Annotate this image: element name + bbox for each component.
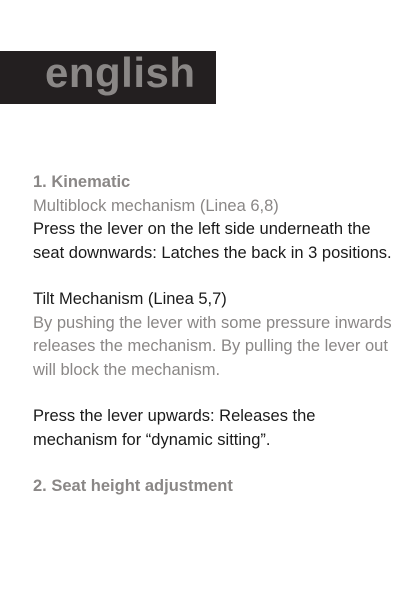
spacer xyxy=(33,382,393,405)
section-heading-kinematic: 1. Kinematic xyxy=(33,173,131,191)
manual-content xyxy=(33,171,393,499)
section-heading-tilt: Tilt Mechanism (Linea 5,7) xyxy=(33,290,227,308)
instruction-multiblock: Press the lever on the left side underneath the seat downwards: Latches the back in 3 positions. xyxy=(33,220,392,262)
instruction-tilt: Press the lever upwards: Releases the mechanism for “dynamic sitting”. xyxy=(33,407,316,449)
section-heading-seat-height: 2. Seat height adjustment xyxy=(33,477,233,495)
spacer xyxy=(33,265,393,288)
language-title: english xyxy=(45,49,196,96)
section-subheading-multiblock: Multiblock mechanism (Linea 6,8) xyxy=(33,196,279,215)
tilt-description: By pushing the lever with some pressure inwards releases the mechanism. By pulling the lever out will block the mechanism. xyxy=(33,313,392,379)
spacer xyxy=(33,452,393,475)
